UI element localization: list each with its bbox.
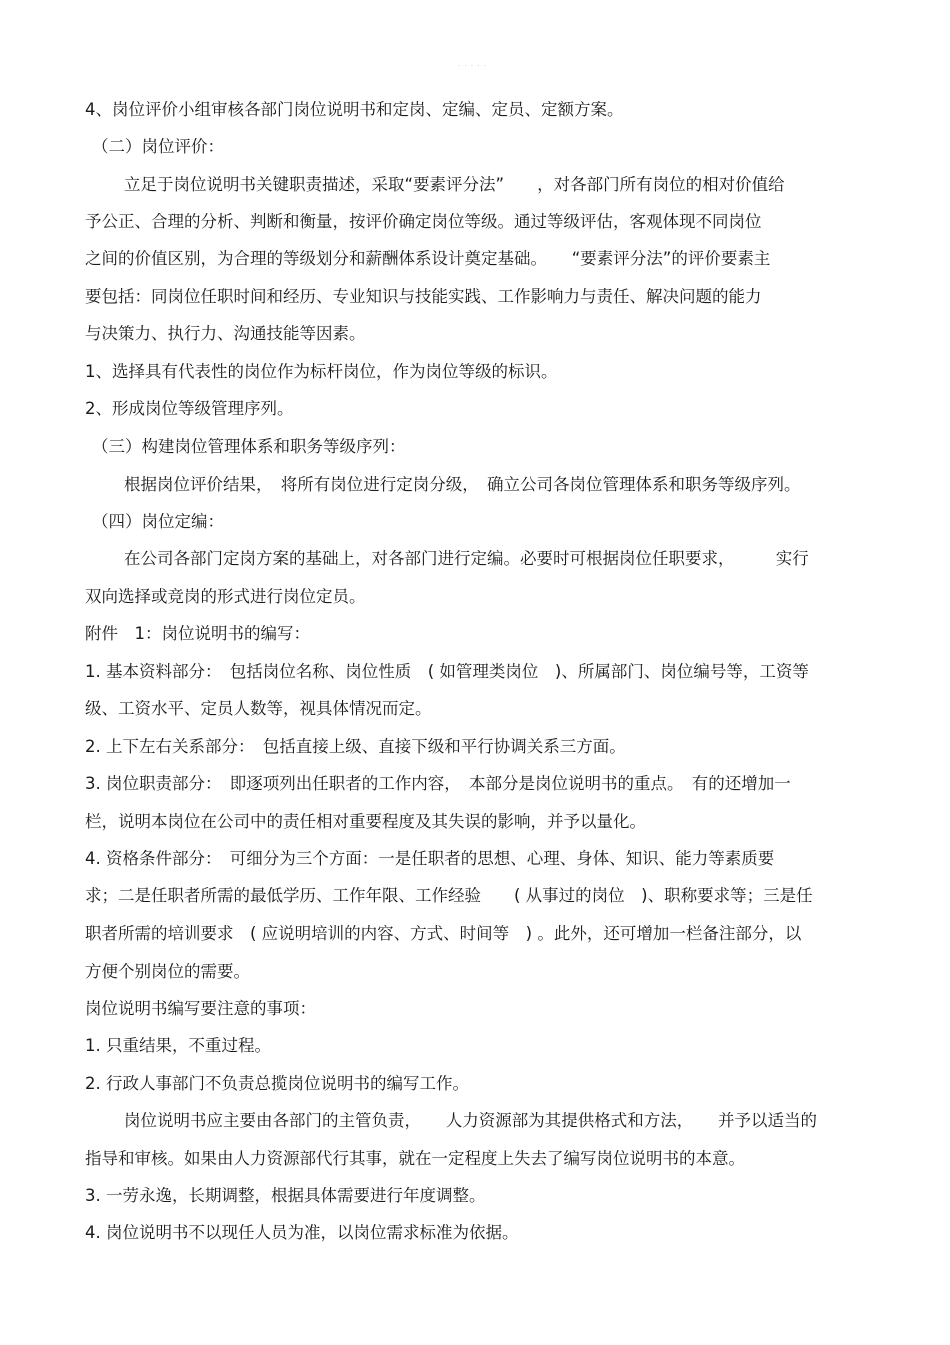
text-line: 3. 岗位职责部分： 即逐项列出任职者的工作内容， 本部分是岗位说明书的重点。 有的还增加一 [85,774,791,793]
text-line: 1、选择具有代表性的岗位作为标杆岗位，作为岗位等级的标识。 [85,362,558,381]
text-line: 2、形成岗位等级管理序列。 [85,399,294,418]
text-line: 指导和审核。如果由人力资源部代行其事，就在一定程度上失去了编写岗位说明书的本意。 [85,1149,745,1168]
text-line: 根据岗位评价结果， 将所有岗位进行定岗分级， 确立公司各岗位管理体系和职务等级序列。 [124,475,801,494]
text-line: 予公正、合理的分析、判断和衡量，按评价确定岗位等级。通过等级评估，客观体现不同岗位 [85,212,762,231]
text-line: 栏，说明本岗位在公司中的责任相对重要程度及其失误的影响，并予以量化。 [85,812,646,831]
text-line: 2. 上下左右关系部分： 包括直接上级、直接下级和平行协调关系三方面。 [85,737,626,756]
section-heading: （二）岗位评价： [92,137,224,156]
text-line: 1. 基本资料部分： 包括岗位名称、岗位性质 ( 如管理类岗位 )、所属部门、岗位编号等，工资等 [85,662,809,681]
text-line: 立足于岗位说明书关键职责描述，采取“要素评分法” ，对各部门所有岗位的相对价值给 [124,175,785,194]
text-line: 求；二是任职者所需的最低学历、工作年限、工作经验 ( 从事过的岗位 )、职称要求等；三是任 [85,886,813,905]
text-line: 与决策力、执行力、沟通技能等因素。 [85,324,366,343]
text-line: 4. 岗位说明书不以现任人员为准，以岗位需求标准为依据。 [85,1223,519,1242]
attachment-heading: 附件 1：岗位说明书的编写： [85,624,310,643]
text-line: 1. 只重结果，不重过程。 [85,1036,271,1055]
text-line: 岗位说明书应主要由各部门的主管负责， 人力资源部为其提供格式和方法， 并予以适当的 [124,1111,817,1130]
text-line: 在公司各部门定岗方案的基础上，对各部门进行定编。必要时可根据岗位任职要求， 实行 [124,549,809,568]
notes-heading: 岗位说明书编写要注意的事项： [85,999,316,1018]
text-line: 双向选择或竞岗的形式进行岗位定员。 [85,587,366,606]
section-heading: （三）构建岗位管理体系和职务等级序列： [92,437,406,456]
section-heading: （四）岗位定编： [92,512,224,531]
text-line: 要包括：同岗位任职时间和经历、专业知识与技能实践、工作影响力与责任、解决问题的能力 [85,287,762,306]
text-line: 2. 行政人事部门不负责总揽岗位说明书的编写工作。 [85,1074,469,1093]
text-line: 之间的价值区别，为合理的等级划分和薪酬体系设计奠定基础。 “要素评分法”的评价要素主 [85,249,771,268]
text-line: 级、工资水平、定员人数等，视具体情况而定。 [85,699,432,718]
text-line: 方便个别岗位的需要。 [85,962,250,981]
text-line: 职者所需的培训要求 ( 应说明培训的内容、方式、时间等 ) 。此外，还可增加一栏备注部分，以 [85,924,802,943]
text-line: 4. 资格条件部分： 可细分为三个方面：一是任职者的思想、心理、身体、知识、能力等素质要 [85,849,775,868]
text-line: 3. 一劳永逸，长期调整，根据具体需要进行年度调整。 [85,1186,486,1205]
text-line: 4、岗位评价小组审核各部门岗位说明书和定岗、定编、定员、定额方案。 [85,100,624,119]
page-header-mark: · · · · · [458,62,488,70]
